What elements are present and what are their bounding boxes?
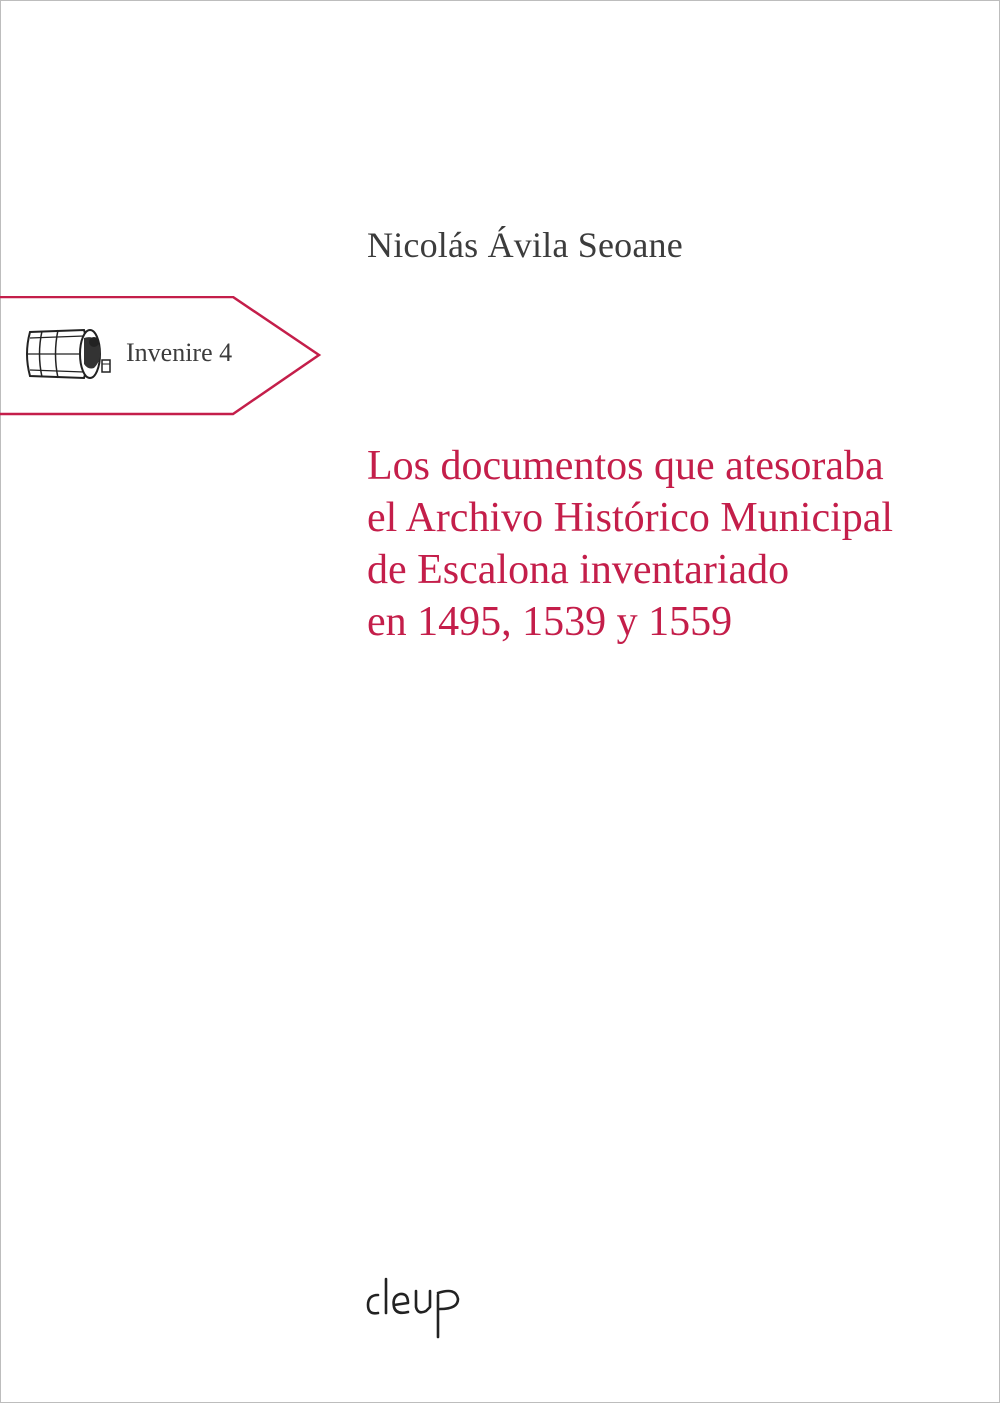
publisher-logo	[364, 1277, 472, 1339]
series-tag	[0, 296, 322, 416]
barrel-with-figure-icon	[22, 324, 114, 384]
book-title	[367, 440, 893, 648]
title-line: de Escalona inventariado	[367, 547, 790, 593]
series-label: Invenire 4	[126, 338, 233, 367]
title-line: el Archivo Histórico Municipal	[367, 495, 894, 541]
title-line: en 1495, 1539 y 1559	[367, 599, 733, 645]
title-line: Los documentos que atesoraba	[367, 443, 884, 489]
author-name: Nicolás Ávila Seoane	[367, 225, 683, 265]
